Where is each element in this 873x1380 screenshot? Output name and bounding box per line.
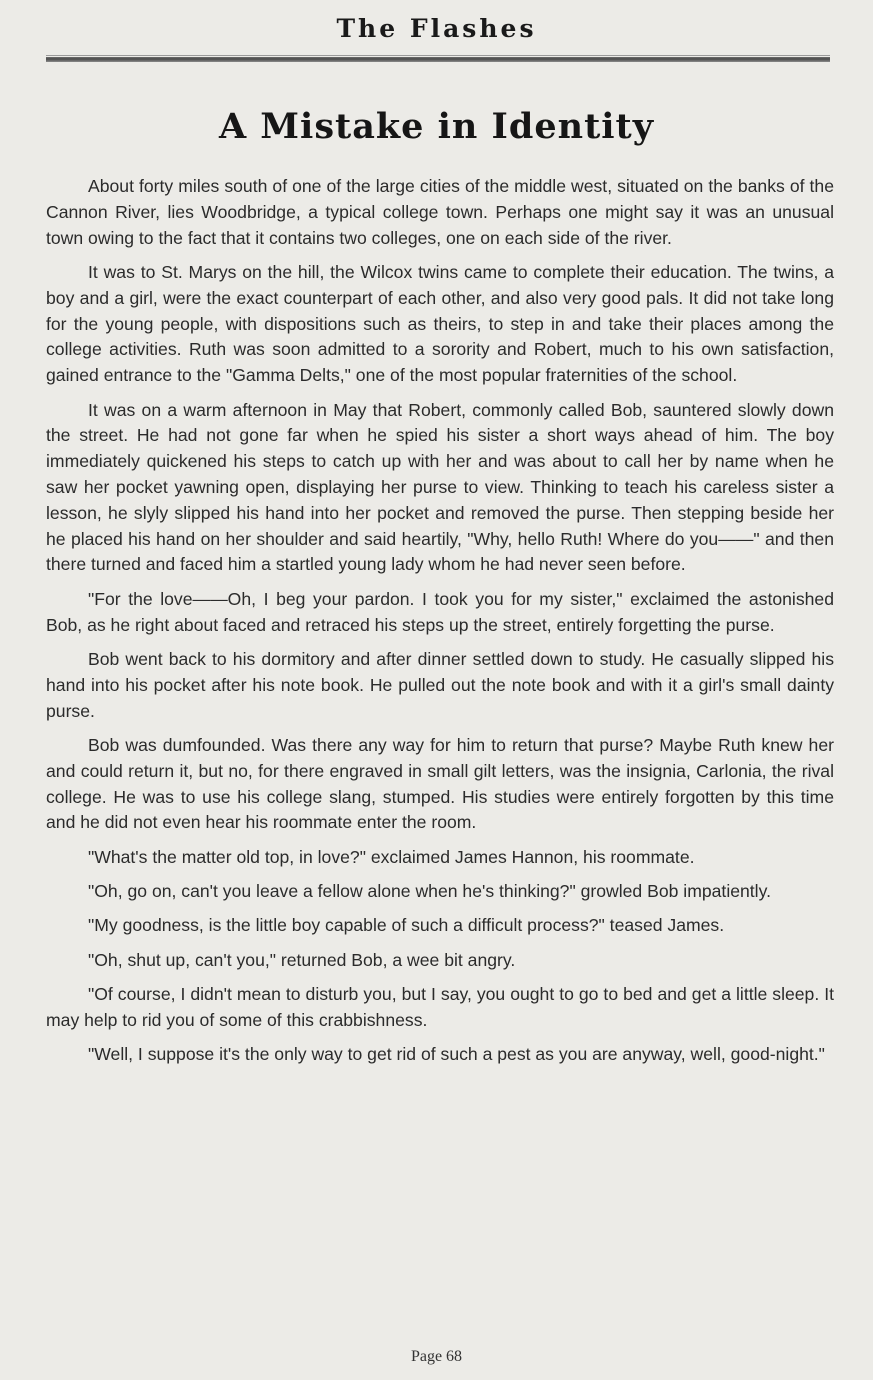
paragraph: Bob was dumfounded. Was there any way for him to return that purse? Maybe Ruth knew her and could return it, but no, for there engraved in small gilt letters, was the insignia, Carlonia, the rival college. He was to use his college slang, stumped. His studies were entirely forgotten by this time and he did not even hear his roommate enter the room.: [46, 734, 834, 833]
page-number: Page 68: [410, 1348, 463, 1365]
header-rule: [46, 57, 830, 62]
paragraph: It was to St. Marys on the hill, the Wilcox twins came to complete their education. The twins, a boy and a girl, were the exact counterpart of each other, and also very good pals. It did not take long for the young people, with dispositions such as theirs, to step in and take their places among the college activities. Ruth was soon admitted to a sorority and Robert, much to his own satisfaction, gained entrance to the "Gamma Delts," one of the most popular fraternities of the school.: [46, 261, 834, 386]
paragraph: "What's the matter old top, in love?" exclaimed James Hannon, his roommate.: [88, 846, 695, 867]
paragraph: "My goodness, is the little boy capable of such a difficult process?" teased James.: [88, 915, 725, 936]
paragraph: "Of course, I didn't mean to disturb you, but I say, you ought to go to bed and get a little sleep. It may help to rid you of some of this crabbishness.: [46, 984, 834, 1031]
paragraph: "Oh, shut up, can't you," returned Bob, a wee bit angry.: [88, 949, 516, 970]
article-body: [46, 174, 834, 1077]
paragraph: It was on a warm afternoon in May that Robert, commonly called Bob, sauntered slowly down the street. He had not gone far when he spied his sister a short ways ahead of him. The boy immediately quickened his steps to catch up with her and was about to call her by name when he saw her pocket yawning open, displaying her purse to view. Thinking to teach his careless sister a lesson, he slyly slipped his hand into her pocket and removed the purse. Then stepping beside her he placed his hand on her shoulder and said heartily, "Why, hello Ruth! Where do you——" and then there turned and faced him a startled young lady whom he had never seen before.: [46, 399, 834, 575]
paragraph: Bob went back to his dormitory and after dinner settled down to study. He casually slipped his hand into his pocket after his note book. He pulled out the note book and with it a girl's small dainty purse.: [46, 648, 834, 721]
article-title: A Mistake in Identity: [218, 106, 655, 147]
paragraph: "Oh, go on, can't you leave a fellow alone when he's thinking?" growled Bob impatiently.: [88, 881, 771, 902]
paragraph: "Well, I suppose it's the only way to get rid of such a pest as you are anyway, well, good-night.": [88, 1044, 825, 1065]
paragraph: "For the love——Oh, I beg your pardon. I took you for my sister," exclaimed the astonished Bob, as he right about faced and retraced his steps up the street, entirely forgetting the purse.: [46, 588, 834, 635]
paragraph: About forty miles south of one of the large cities of the middle west, situated on the banks of the Cannon River, lies Woodbridge, a typical college town. Perhaps one might say it was an unusual town owing to the fact that it contains two colleges, one on each side of the river.: [46, 176, 834, 248]
header-rule-thin: [46, 55, 830, 56]
running-header-title: The Flashes: [336, 14, 537, 43]
